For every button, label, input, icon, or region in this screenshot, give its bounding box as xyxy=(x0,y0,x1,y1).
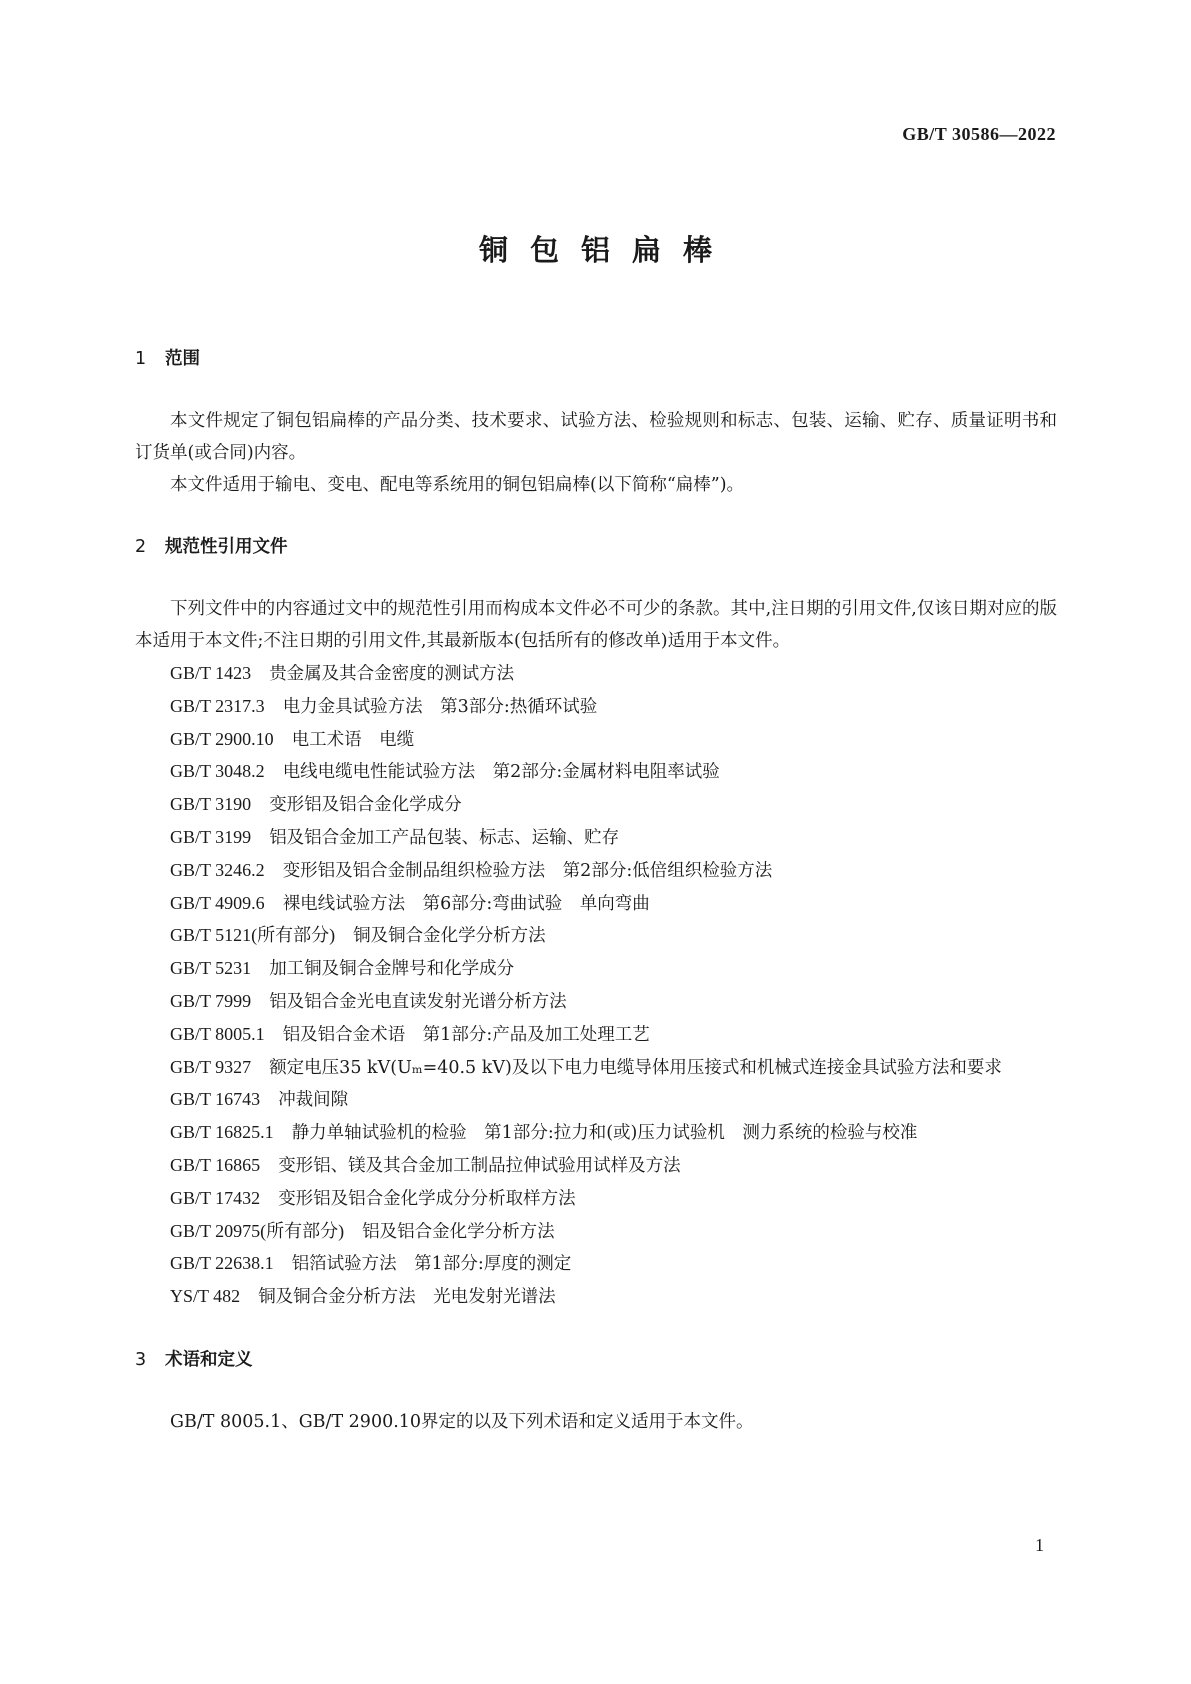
reference-item xyxy=(135,1281,1057,1314)
reference-item xyxy=(135,986,1057,1019)
reference-item xyxy=(135,953,1057,986)
reference-title: 铝及铝合金光电直读发射光谱分析方法 xyxy=(269,991,567,1012)
reference-title: 铜及铜合金化学分析方法 xyxy=(353,926,546,947)
reference-item xyxy=(135,1183,1057,1216)
page-number: 1 xyxy=(1035,1535,1044,1555)
reference-item xyxy=(135,658,1057,691)
reference-item xyxy=(135,920,1057,953)
reference-code: GB/T 1423 xyxy=(170,662,252,683)
reference-title: 变形铝、镁及其合金加工制品拉伸试验用试样及方法 xyxy=(278,1155,681,1176)
section-number: 2 xyxy=(135,537,147,558)
reference-item xyxy=(135,1117,1057,1150)
reference-code: GB/T 16743 xyxy=(170,1089,261,1110)
reference-code: YS/T 482 xyxy=(170,1286,241,1307)
reference-title: 冲裁间隙 xyxy=(278,1090,349,1111)
reference-code: GB/T 9327 xyxy=(170,1056,252,1077)
reference-code: GB/T 4909.6 xyxy=(170,892,265,913)
reference-title: 电线电缆电性能试验方法 第2部分:金属材料电阻率试验 xyxy=(282,762,720,783)
reference-code: GB/T 3246.2 xyxy=(170,859,265,880)
reference-code: GB/T 5231 xyxy=(170,958,252,979)
reference-title: 额定电压35 kV(Uₘ=40.5 kV)及以下电力电缆导体用压接式和机械式连接金具试验方法和要求 xyxy=(269,1057,1002,1078)
reference-item xyxy=(135,855,1057,888)
section-number: 3 xyxy=(135,1349,147,1370)
reference-code: GB/T 2900.10 xyxy=(170,728,274,749)
standard-number: GB/T 30586—2022 xyxy=(902,124,1056,144)
reference-code: GB/T 20975(所有部分) xyxy=(170,1220,345,1241)
reference-code: GB/T 16865 xyxy=(170,1154,261,1175)
paragraph: 本文件规定了铜包铝扁棒的产品分类、技术要求、试验方法、检验规则和标志、包装、运输、贮存、质量证明书和订货单(或合同)内容。 xyxy=(135,411,1057,463)
reference-code: GB/T 3199 xyxy=(170,826,252,847)
paragraph: 下列文件中的内容通过文中的规范性引用而构成本文件必不可少的条款。其中,注日期的引用文件,仅该日期对应的版本适用于本文件;不注日期的引用文件,其最新版本(包括所有的修改单)适用于本文件。 xyxy=(135,599,1057,652)
document-title: 铜包铝扁棒 xyxy=(478,233,734,267)
reference-title: 铝箔试验方法 第1部分:厚度的测定 xyxy=(291,1254,572,1275)
reference-code: GB/T 17432 xyxy=(170,1187,261,1208)
reference-title: 铝及铝合金化学分析方法 xyxy=(362,1221,555,1242)
reference-title: 铜及铜合金分析方法 光电发射光谱法 xyxy=(258,1287,556,1308)
reference-list xyxy=(135,658,1057,1314)
reference-code: GB/T 16825.1 xyxy=(170,1122,274,1143)
reference-code: GB/T 3048.2 xyxy=(170,761,265,782)
reference-title: 电工术语 电缆 xyxy=(291,729,415,750)
paragraph: GB/T 8005.1、GB/T 2900.10界定的以及下列术语和定义适用于本文件。 xyxy=(170,1411,754,1432)
reference-code: GB/T 2317.3 xyxy=(170,695,265,716)
reference-title: 静力单轴试验机的检验 第1部分:拉力和(或)压力试验机 测力系统的检验与校准 xyxy=(291,1123,918,1144)
reference-item xyxy=(135,1084,1057,1117)
reference-item xyxy=(135,1019,1057,1052)
reference-item xyxy=(135,789,1057,822)
reference-code: GB/T 8005.1 xyxy=(170,1023,265,1044)
reference-title: 贵金属及其合金密度的测试方法 xyxy=(269,663,515,684)
reference-title: 加工铜及铜合金牌号和化学成分 xyxy=(269,959,515,980)
reference-item xyxy=(135,691,1057,724)
reference-item xyxy=(135,1052,1057,1085)
reference-item xyxy=(135,724,1057,757)
reference-code: GB/T 7999 xyxy=(170,990,252,1011)
reference-title: 铝及铝合金加工产品包装、标志、运输、贮存 xyxy=(269,827,620,848)
reference-title: 变形铝及铝合金制品组织检验方法 第2部分:低倍组织检验方法 xyxy=(282,860,773,881)
reference-title: 铝及铝合金术语 第1部分:产品及加工处理工艺 xyxy=(282,1024,650,1045)
reference-title: 变形铝及铝合金化学成分分析取样方法 xyxy=(278,1188,576,1209)
reference-title: 裸电线试验方法 第6部分:弯曲试验 单向弯曲 xyxy=(282,893,650,914)
reference-item xyxy=(135,822,1057,855)
section-title: 范围 xyxy=(165,349,200,369)
document-body xyxy=(135,343,1057,1439)
paragraph: 本文件适用于输电、变电、配电等系统用的铜包铝扁棒(以下简称“扁棒”)。 xyxy=(170,474,745,495)
reference-item xyxy=(135,756,1057,789)
reference-item xyxy=(135,1248,1057,1281)
section-heading-terms xyxy=(135,1344,1057,1376)
section-title: 规范性引用文件 xyxy=(165,537,288,558)
reference-code: GB/T 22638.1 xyxy=(170,1253,274,1274)
section-heading-normative-references xyxy=(135,531,1057,563)
reference-item xyxy=(135,1150,1057,1183)
section-number: 1 xyxy=(135,349,147,369)
section-title: 术语和定义 xyxy=(165,1349,253,1370)
reference-item xyxy=(135,1216,1057,1249)
reference-item xyxy=(135,888,1057,921)
reference-code: GB/T 5121(所有部分) xyxy=(170,925,336,946)
reference-title: 变形铝及铝合金化学成分 xyxy=(269,795,462,816)
reference-code: GB/T 3190 xyxy=(170,794,252,815)
reference-title: 电力金具试验方法 第3部分:热循环试验 xyxy=(282,696,598,717)
section-heading-scope xyxy=(135,343,1057,375)
